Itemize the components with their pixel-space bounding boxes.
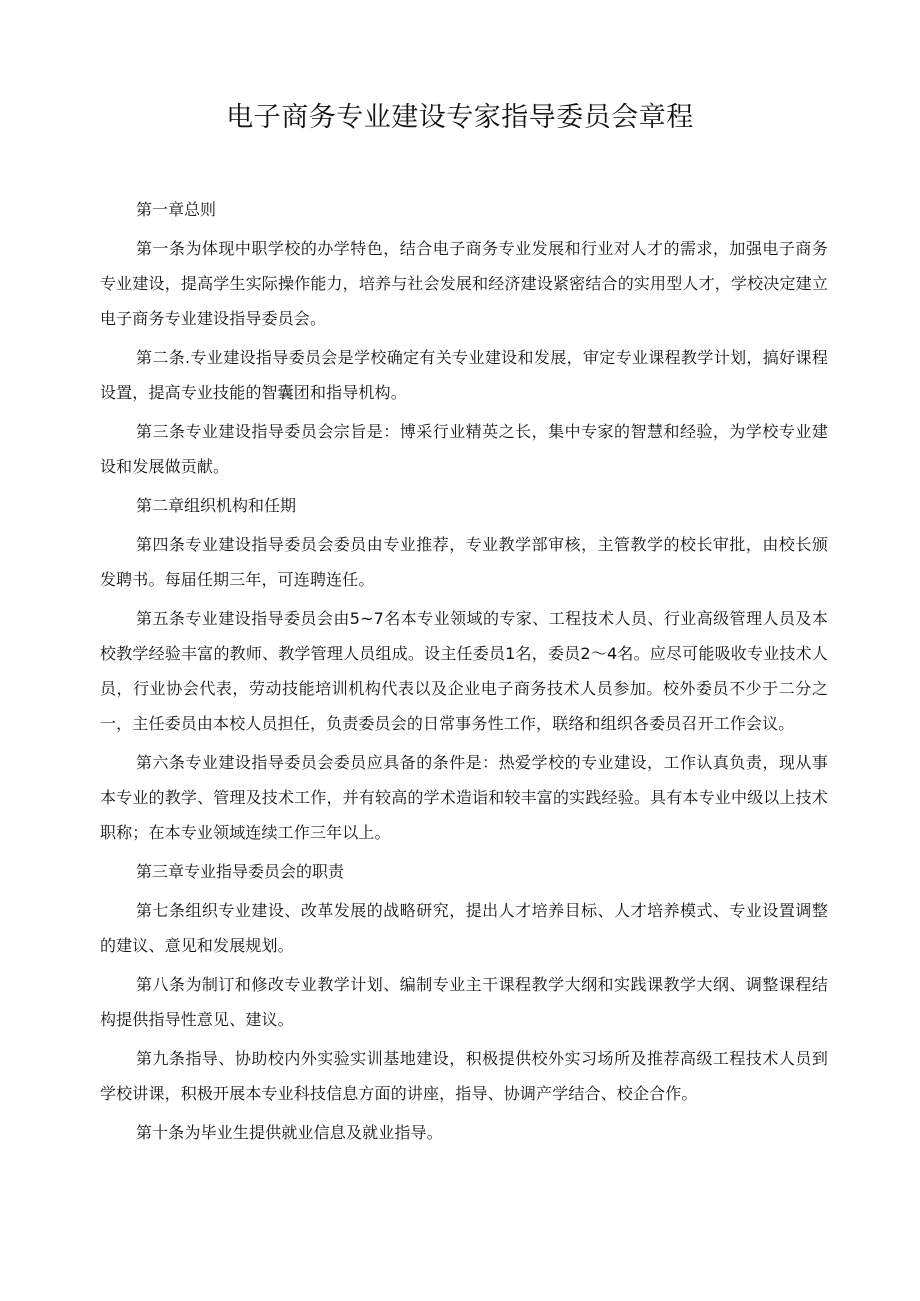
article-paragraph: 第一条为体现中职学校的办学特色，结合电子商务专业发展和行业对人才的需求，加强电子商务专业建设，提高学生实际操作能力，培养与社会发展和经济建设紧密结合的实用型人才，学校决定建立电子商务专业建设指导委员会。 <box>100 239 828 328</box>
chapter-heading: 第二章组织机构和任期 <box>136 496 297 515</box>
chapter-heading: 第三章专业指导委员会的职责 <box>136 862 345 881</box>
document-title: 电子商务专业建设专家指导委员会章程 <box>226 102 694 133</box>
document-body <box>100 192 828 1154</box>
article-paragraph: 第六条专业建设指导委员会委员应具备的条件是：热爱学校的专业建设，工作认真负责，现从事本专业的教学、管理及技术工作，并有较高的学术造诣和较丰富的实践经验。具有本专业中级以上技术职称；在本专业领域连续工作三年以上。 <box>100 753 828 842</box>
article-paragraph: 第九条指导、协助校内外实验实训基地建设，积极提供校外实习场所及推荐高级工程技术人员到学校讲课，积极开展本专业科技信息方面的讲座，指导、协调产学结合、校企合作。 <box>100 1049 828 1103</box>
article-paragraph: 第十条为毕业生提供就业信息及就业指导。 <box>136 1123 443 1142</box>
article-paragraph: 第二条.专业建设指导委员会是学校确定有关专业建设和发展，审定专业课程教学计划，搞好课程设置，提高专业技能的智囊团和指导机构。 <box>100 348 828 402</box>
article-paragraph: 第五条专业建设指导委员会由5~7名本专业领域的专家、工程技术人员、行业高级管理人员及本校教学经验丰富的教师、教学管理人员组成。设主任委员1名，委员2～4名。应尽可能吸收专业技术人员，行业协会代表，劳动技能培训机构代表以及企业电子商务技术人员参加。校外委员不少于二分之一，主任委员由本校人员担任，负责委员会的日常事务性工作，联络和组织各委员召开工作会议。 <box>100 609 828 733</box>
article-paragraph: 第七条组织专业建设、改革发展的战略研究，提出人才培养目标、人才培养模式、专业设置调整的建议、意见和发展规划。 <box>100 901 828 955</box>
article-paragraph: 第八条为制订和修改专业教学计划、编制专业主干课程教学大纲和实践课教学大纲、调整课程结构提供指导性意见、建议。 <box>100 975 828 1029</box>
article-paragraph: 第四条专业建设指导委员会委员由专业推荐，专业教学部审核，主管教学的校长审批，由校长颁发聘书。每届任期三年，可连聘连任。 <box>100 535 828 589</box>
chapter-heading: 第一章总则 <box>136 200 217 219</box>
article-paragraph: 第三条专业建设指导委员会宗旨是：博采行业精英之长，集中专家的智慧和经验，为学校专业建设和发展做贡献。 <box>100 422 828 476</box>
